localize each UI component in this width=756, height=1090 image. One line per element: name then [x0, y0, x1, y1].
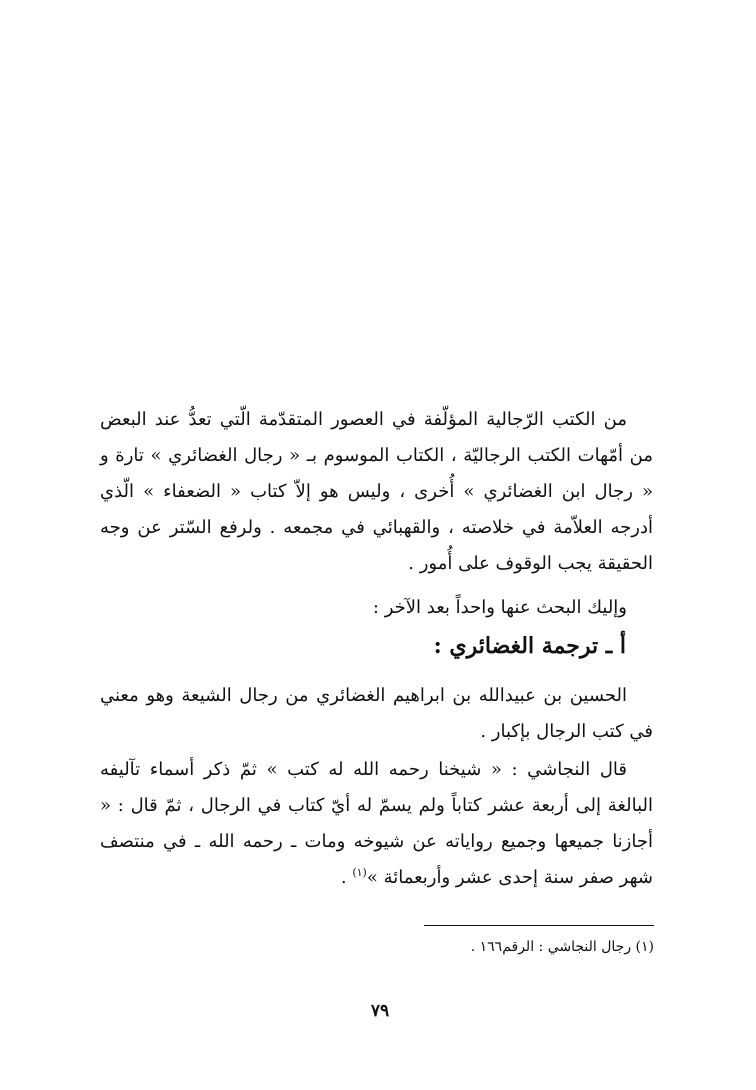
intro-paragraph-block: [100, 402, 653, 582]
bio-paragraph-block: [100, 678, 653, 750]
najashi-paragraph: [100, 752, 653, 896]
najashi-text: قال النجاشي : « شيخنا رحمه الله له كتب » ثمّ ذكر أسماء تآليفه البالغة إلى أربعة عشر كتاباً ولم يسمّ له أيّ كتاب في الرجال ، ثمّ قال : « أجازنا جميعها وجميع رواياته عن شيوخه ومات ـ رحمه الله ـ في منتصف شهر صفر سنة إحدى عشر وأربعمائة »: [100, 759, 653, 888]
transition-line: وإليك البحث عنها واحداً بعد الآخر :: [372, 597, 627, 618]
najashi-paragraph-block: [100, 752, 653, 896]
footnote-marker: (١): [352, 866, 367, 879]
footnote: (١) رجال النجاشي : الرقم١٦٦ .: [470, 939, 654, 955]
bio-paragraph: الحسين بن عبيدالله بن ابراهيم الغضائري من رجال الشيعة وهو معني في كتب الرجال بإكبار .: [100, 685, 653, 742]
intro-paragraph: من الكتب الرّجالية المؤلّفة في العصور المتقدّمة الّتي تعدُّ عند البعض من أمّهات الكتب الرجاليّة ، الكتاب الموسوم بـ « رجال الغضائري » تارة و « رجال ابن الغضائري » أُخرى ، وليس هو إلاّ كتاب « الضعفاء » الّذي أدرجه العلاّمة في خلاصته ، والقهبائي في مجمعه . ولرفع السّتر عن وجه الحقيقة يجب الوقوف على أُمور .: [100, 409, 653, 574]
footnote-divider: [424, 925, 654, 926]
transition-block: [100, 590, 653, 626]
section-heading: أ ـ ترجمة الغضائري :: [433, 633, 626, 659]
najashi-end: .: [340, 867, 353, 888]
page-number: ٧٩: [370, 1001, 390, 1021]
